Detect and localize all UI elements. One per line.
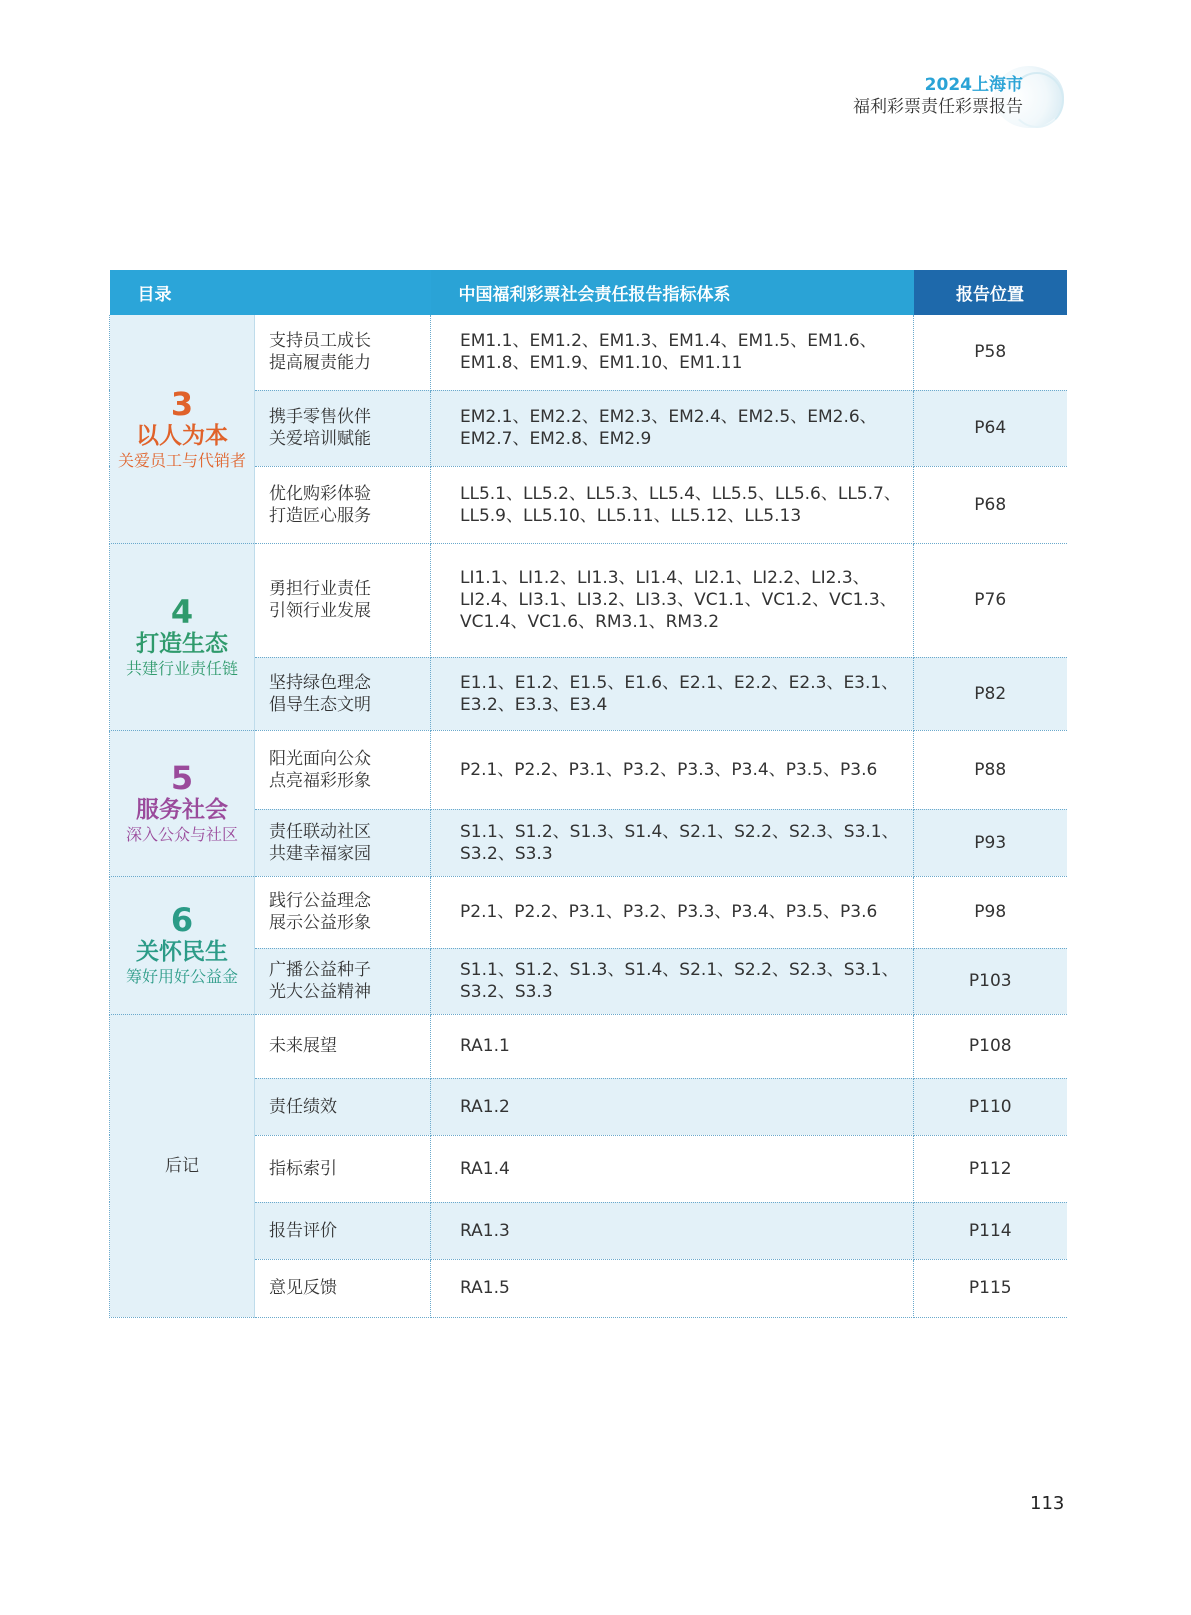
table-header-row <box>110 270 1067 315</box>
group-number: 3 <box>170 384 194 423</box>
page-reference: P98 <box>914 876 1067 948</box>
section-title: 未来展望 <box>255 1014 431 1078</box>
indicator-codes: LI1.1、LI1.2、LI1.3、LI1.4、LI2.1、LI2.2、LI2.3、LI2.4、LI3.1、LI3.2、LI3.3、VC1.1、VC1.2、VC1.3、VC1.4、VC1.6、RM3.1、RM3.2 <box>431 543 914 657</box>
indicator-codes: RA1.3 <box>431 1202 914 1259</box>
postscript-cell <box>110 1014 255 1317</box>
indicator-codes: RA1.2 <box>431 1078 914 1135</box>
indicator-codes: P2.1、P2.2、P3.1、P3.2、P3.3、P3.4、P3.5、P3.6 <box>431 730 914 809</box>
group-3-cell <box>110 315 255 543</box>
indicator-codes: RA1.5 <box>431 1259 914 1317</box>
indicator-codes: RA1.4 <box>431 1135 914 1202</box>
section-line: 引领行业发展 <box>269 601 371 621</box>
section-line: 责任联动社区 <box>269 821 371 842</box>
indicator-codes: LL5.1、LL5.2、LL5.3、LL5.4、LL5.5、LL5.6、LL5.7、LL5.9、LL5.10、LL5.11、LL5.12、LL5.13 <box>431 466 914 543</box>
indicator-codes: RA1.1 <box>431 1014 914 1078</box>
section-title: 报告评价 <box>255 1202 431 1259</box>
section-title <box>255 876 431 948</box>
section-title <box>255 466 431 543</box>
page-reference: P82 <box>914 657 1067 730</box>
group-subtitle: 深入公众与社区 <box>125 825 238 844</box>
section-line: 支持员工成长 <box>269 331 371 352</box>
group-5-cell <box>110 730 255 876</box>
page-reference: P110 <box>914 1078 1067 1135</box>
header-toc: 目录 <box>110 270 431 315</box>
indicator-codes: EM2.1、EM2.2、EM2.3、EM2.4、EM2.5、EM2.6、EM2.7、EM2.8、EM2.9 <box>431 390 914 466</box>
section-line: 倡导生态文明 <box>269 694 371 715</box>
header-location: 报告位置 <box>914 270 1067 315</box>
section-line: 践行公益理念 <box>269 891 371 911</box>
section-line: 携手零售伙伴 <box>269 407 371 427</box>
section-title <box>255 315 431 390</box>
table-row <box>110 543 1067 657</box>
group-number: 4 <box>170 592 194 631</box>
indicator-codes: E1.1、E1.2、E1.5、E1.6、E2.1、E2.2、E2.3、E3.1、E3.2、E3.3、E3.4 <box>431 657 914 730</box>
page-reference: P108 <box>914 1014 1067 1078</box>
group-title: 以人为本 <box>136 422 228 449</box>
group-4-cell <box>110 543 255 730</box>
header-year-city: 2024上海市 <box>924 75 1023 95</box>
section-line: 勇担行业责任 <box>269 579 371 599</box>
postscript-label: 后记 <box>165 1155 199 1176</box>
group-number: 5 <box>170 759 194 797</box>
section-line: 共建幸福家园 <box>269 843 371 864</box>
section-line: 光大公益精神 <box>269 982 371 1002</box>
page-reference: P103 <box>914 948 1067 1014</box>
group-subtitle: 关爱员工与代销者 <box>117 450 246 470</box>
section-line: 提高履责能力 <box>269 353 371 374</box>
group-title: 打造生态 <box>136 630 228 657</box>
table-row <box>110 730 1067 809</box>
header-report-title: 福利彩票责任彩票报告 <box>853 97 1023 117</box>
page-reference: P93 <box>914 809 1067 876</box>
section-title <box>255 390 431 466</box>
group-title: 关怀民生 <box>136 939 228 965</box>
section-title <box>255 948 431 1014</box>
page-reference: P114 <box>914 1202 1067 1259</box>
section-title <box>255 730 431 809</box>
section-title: 指标索引 <box>255 1135 431 1202</box>
indicator-codes: EM1.1、EM1.2、EM1.3、EM1.4、EM1.5、EM1.6、EM1.8、EM1.9、EM1.10、EM1.11 <box>431 315 914 390</box>
page-number: 113 <box>1030 1493 1065 1514</box>
section-line: 关爱培训赋能 <box>269 429 371 449</box>
section-title <box>255 543 431 657</box>
section-title <box>255 809 431 876</box>
group-title: 服务社会 <box>136 797 228 823</box>
section-line: 点亮福彩形象 <box>269 770 371 791</box>
page-reference: P76 <box>914 543 1067 657</box>
page-reference: P68 <box>914 466 1067 543</box>
page-reference: P88 <box>914 730 1067 809</box>
index-table <box>109 270 1067 1318</box>
section-line: 打造匠心服务 <box>269 505 371 526</box>
section-line: 优化购彩体验 <box>269 483 371 504</box>
indicator-codes: S1.1、S1.2、S1.3、S1.4、S2.1、S2.2、S2.3、S3.1、S3.2、S3.3 <box>431 809 914 876</box>
section-title <box>255 657 431 730</box>
table-row <box>110 315 1067 390</box>
report-header <box>853 74 1023 118</box>
section-title: 意见反馈 <box>255 1259 431 1317</box>
section-line: 广播公益种子 <box>269 960 371 980</box>
group-subtitle: 筹好用好公益金 <box>125 967 238 986</box>
page-reference: P115 <box>914 1259 1067 1317</box>
group-6-cell <box>110 876 255 1014</box>
section-line: 阳光面向公众 <box>269 748 371 769</box>
table-row <box>110 876 1067 948</box>
page-reference: P112 <box>914 1135 1067 1202</box>
indicator-codes: P2.1、P2.2、P3.1、P3.2、P3.3、P3.4、P3.5、P3.6 <box>431 876 914 948</box>
indicator-codes: S1.1、S1.2、S1.3、S1.4、S2.1、S2.2、S2.3、S3.1、S3.2、S3.3 <box>431 948 914 1014</box>
group-subtitle: 共建行业责任链 <box>125 658 238 678</box>
section-title: 责任绩效 <box>255 1078 431 1135</box>
page-reference: P58 <box>914 315 1067 390</box>
page-reference: P64 <box>914 390 1067 466</box>
table-row <box>110 1014 1067 1078</box>
section-line: 坚持绿色理念 <box>269 672 371 693</box>
header-index-system: 中国福利彩票社会责任报告指标体系 <box>431 270 914 315</box>
group-number: 6 <box>170 901 194 939</box>
section-line: 展示公益形象 <box>269 913 371 933</box>
